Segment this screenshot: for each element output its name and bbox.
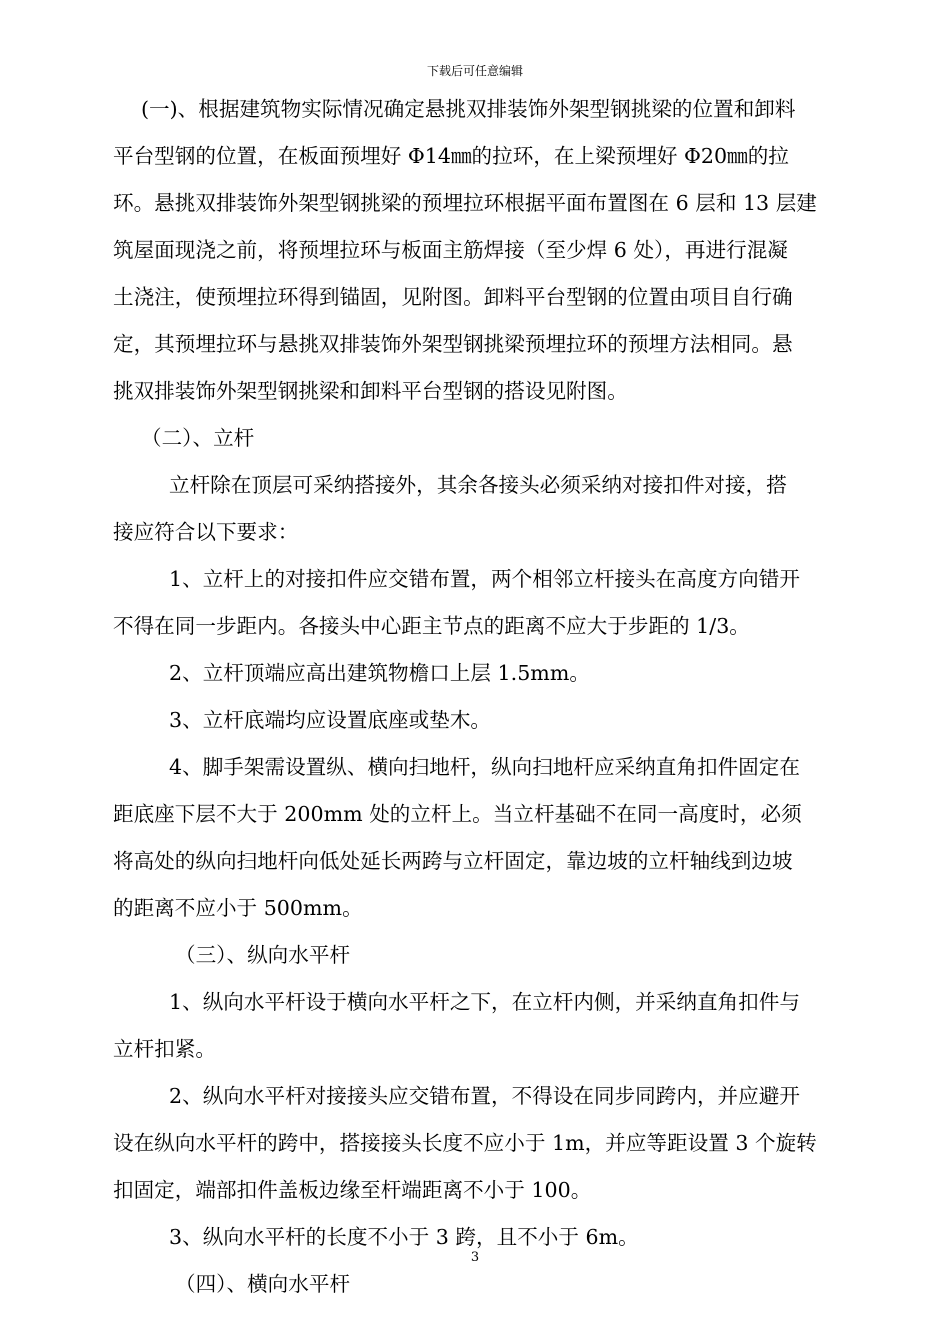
list-item-line: 设在纵向水平杆的跨中，搭接接头长度不应小于 1m，并应等距设置 3 个旋转 — [113, 1131, 817, 1155]
paragraph-line: 平台型钢的位置，在板面预埋好 Φ14㎜的拉环，在上梁预埋好 Φ20㎜的拉 — [113, 144, 789, 168]
list-item-line: 3、纵向水平杆的长度不小于 3 跨，且不小于 6m。 — [169, 1225, 639, 1249]
list-item-line: 2、立杆顶端应高出建筑物檐口上层 1.5mm。 — [169, 661, 590, 685]
page-header: 下载后可任意编辑 — [426, 64, 523, 78]
section-heading: （三）、纵向水平杆 — [175, 943, 351, 967]
paragraph-line: 接应符合以下要求： — [113, 520, 299, 544]
list-item-line: 扣固定，端部扣件盖板边缘至杆端距离不小于 100。 — [113, 1178, 592, 1202]
list-item-line: 的距离不应小于 500mm。 — [113, 896, 363, 920]
list-item-line: 距底座下层不大于 200mm 处的立杆上。当立杆基础不在同一高度时，必须 — [113, 802, 802, 826]
list-item-line: 1、立杆上的对接扣件应交错布置，两个相邻立杆接头在高度方向错开 — [169, 567, 800, 591]
paragraph-line: (一)、根据建筑物实际情况确定悬挑双排装饰外架型钢挑梁的位置和卸料 — [141, 97, 796, 121]
body-text — [113, 86, 859, 1308]
paragraph-line: 定，其预埋拉环与悬挑双排装饰外架型钢挑梁预埋拉环的预埋方法相同。悬 — [113, 332, 793, 356]
paragraph-line: 环。悬挑双排装饰外架型钢挑梁的预埋拉环根据平面布置图在 6 层和 13 层建 — [113, 191, 817, 215]
paragraph-line: 立杆除在顶层可采纳搭接外，其余各接头必须采纳对接扣件对接，搭 — [169, 473, 787, 497]
list-item-line: 4、脚手架需设置纵、横向扫地杆，纵向扫地杆应采纳直角扣件固定在 — [169, 755, 800, 779]
paragraph-line: 挑双排装饰外架型钢挑梁和卸料平台型钢的搭设见附图。 — [113, 379, 628, 403]
list-item-line: 立杆扣紧。 — [113, 1037, 216, 1061]
list-item-line: 将高处的纵向扫地杆向低处延长两跨与立杆固定，靠边坡的立杆轴线到边坡 — [113, 849, 793, 873]
paragraph-line: 筑屋面现浇之前，将预埋拉环与板面主筋焊接（至少焊 6 处），再进行混凝 — [113, 238, 788, 262]
paragraph-line: 土浇注，使预埋拉环得到锚固，见附图。卸料平台型钢的位置由项目自行确 — [113, 285, 793, 309]
section-heading: （四）、横向水平杆 — [175, 1272, 351, 1296]
list-item-line: 2、纵向水平杆对接接头应交错布置，不得设在同步同跨内，并应避开 — [169, 1084, 800, 1108]
section-heading: （二）、立杆 — [141, 426, 255, 450]
list-item-line: 3、立杆底端均应设置底座或垫木。 — [169, 708, 492, 732]
page-number: 3 — [470, 1250, 480, 1265]
list-item-line: 1、纵向水平杆设于横向水平杆之下，在立杆内侧，并采纳直角扣件与 — [169, 990, 800, 1014]
list-item-line: 不得在同一步距内。各接头中心距主节点的距离不应大于步距的 1/3。 — [113, 614, 750, 638]
